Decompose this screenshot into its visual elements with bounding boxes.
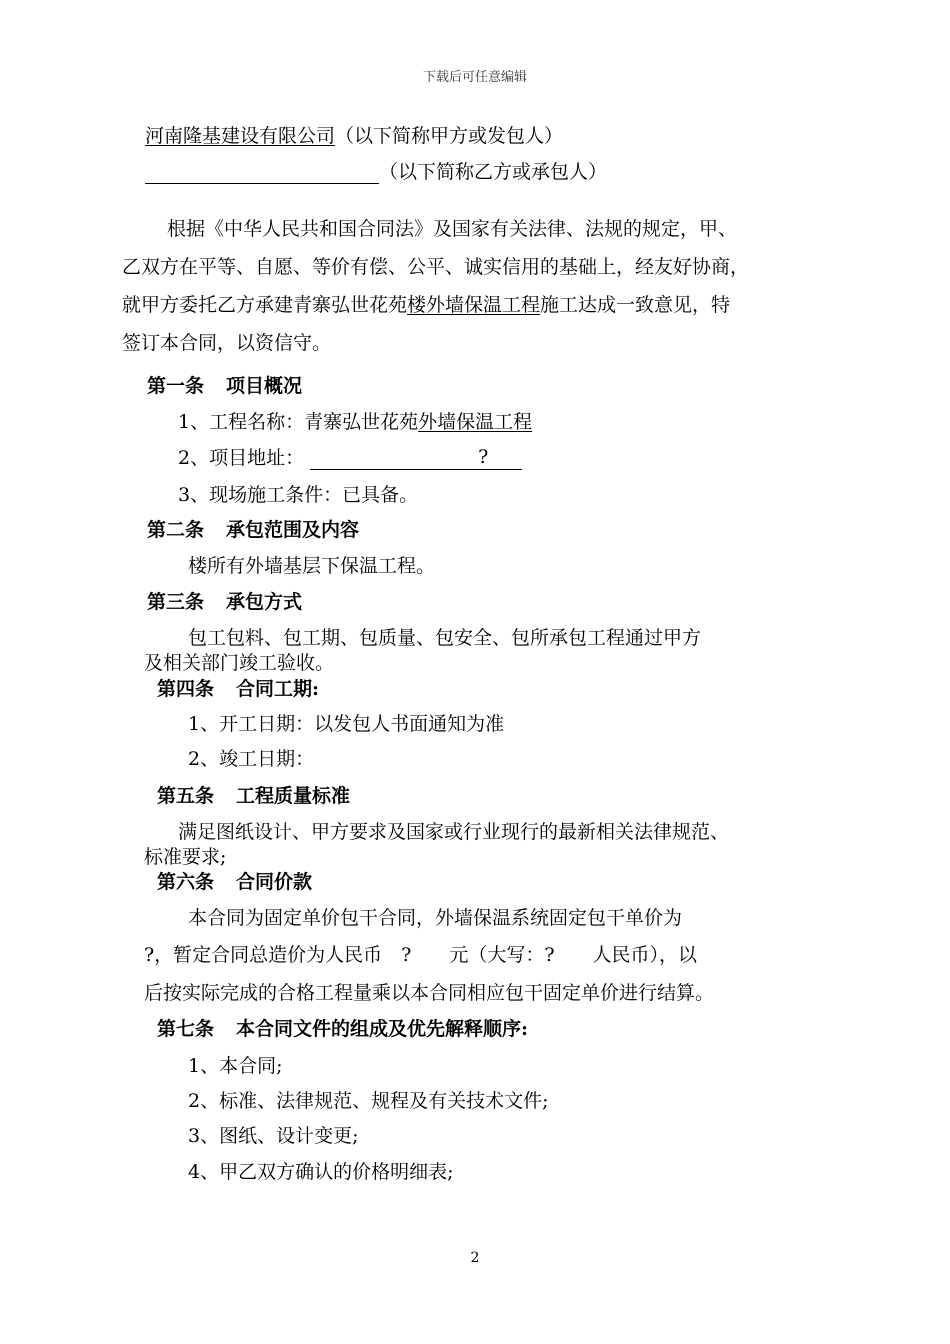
article-3-heading: 第三条 承包方式	[147, 591, 303, 613]
article-1-item-3: 3、现场施工条件：已具备。	[178, 484, 419, 506]
article-5-heading: 第五条 工程质量标准	[157, 785, 351, 807]
article-4-heading: 第四条 合同工期:	[157, 678, 320, 700]
article-7-heading: 第七条 本合同文件的组成及优先解释顺序:	[157, 1018, 529, 1040]
article-1-item-2: 2、项目地址： ?	[178, 446, 522, 470]
party-b-name-blank	[145, 163, 379, 184]
party-a-name: 河南隆基建设有限公司	[145, 125, 336, 147]
project-name-underlined: 楼外墙保温工程	[407, 294, 541, 316]
article-6-line-2: ?，暂定合同总造价为人民币 ? 元（大写：? 人民币），以	[144, 944, 698, 966]
article-6-line-1: 本合同为固定单价包干合同，外墙保温系统固定包干单价为	[188, 907, 683, 929]
party-a-line	[145, 124, 563, 148]
article-2-body: 楼所有外墙基层下保温工程。	[188, 555, 436, 577]
article-3-line-1: 包工包料、包工期、包质量、包安全、包所承包工程通过甲方	[188, 627, 702, 649]
preamble-line-1: 根据《中华人民共和国合同法》及国家有关法律、法规的规定，甲、	[167, 218, 738, 240]
project-address-value: ?	[478, 446, 489, 468]
article-7-item-1: 1、本合同;	[188, 1055, 283, 1077]
page-header-note: 下载后可任意编辑	[422, 70, 527, 85]
preamble-line-4: 签订本合同，以资信守。	[122, 332, 332, 354]
article-5-line-2: 标准要求;	[144, 846, 227, 868]
article-7-item-2: 2、标准、法律规范、规程及有关技术文件;	[188, 1090, 549, 1112]
preamble-line-3: 就甲方委托乙方承建青寨弘世花苑楼外墙保温工程施工达成一致意见，特	[122, 294, 731, 316]
preamble-line-2: 乙双方在平等、自愿、等价有偿、公平、诚实信用的基础上，经友好协商，	[122, 256, 750, 278]
party-b-line	[145, 160, 607, 184]
article-6-heading: 第六条 合同价款	[157, 871, 313, 893]
article-7-item-3: 3、图纸、设计变更;	[188, 1125, 359, 1147]
article-5-line-1: 满足图纸设计、甲方要求及国家或行业现行的最新相关法律规范、	[178, 821, 730, 843]
article-1-item-1: 1、工程名称：青寨弘世花苑外墙保温工程	[178, 411, 533, 433]
article-4-item-2: 2、竣工日期：	[188, 748, 315, 770]
article-4-item-1: 1、开工日期：以发包人书面通知为准	[188, 713, 505, 735]
article-2-heading: 第二条 承包范围及内容	[147, 519, 360, 541]
party-b-suffix: （以下简称乙方或承包人）	[379, 161, 608, 183]
article-6-line-3: 后按实际完成的合格工程量乘以本合同相应包干固定单价进行结算。	[144, 982, 715, 1004]
article-3-line-2: 及相关部门竣工验收。	[144, 652, 335, 674]
article-1-heading: 第一条 项目概况	[147, 375, 303, 397]
party-a-suffix: （以下简称甲方或发包人）	[335, 125, 564, 147]
page-number: 2	[470, 1250, 480, 1266]
article-7-item-4: 4、甲乙双方确认的价格明细表;	[188, 1161, 454, 1183]
